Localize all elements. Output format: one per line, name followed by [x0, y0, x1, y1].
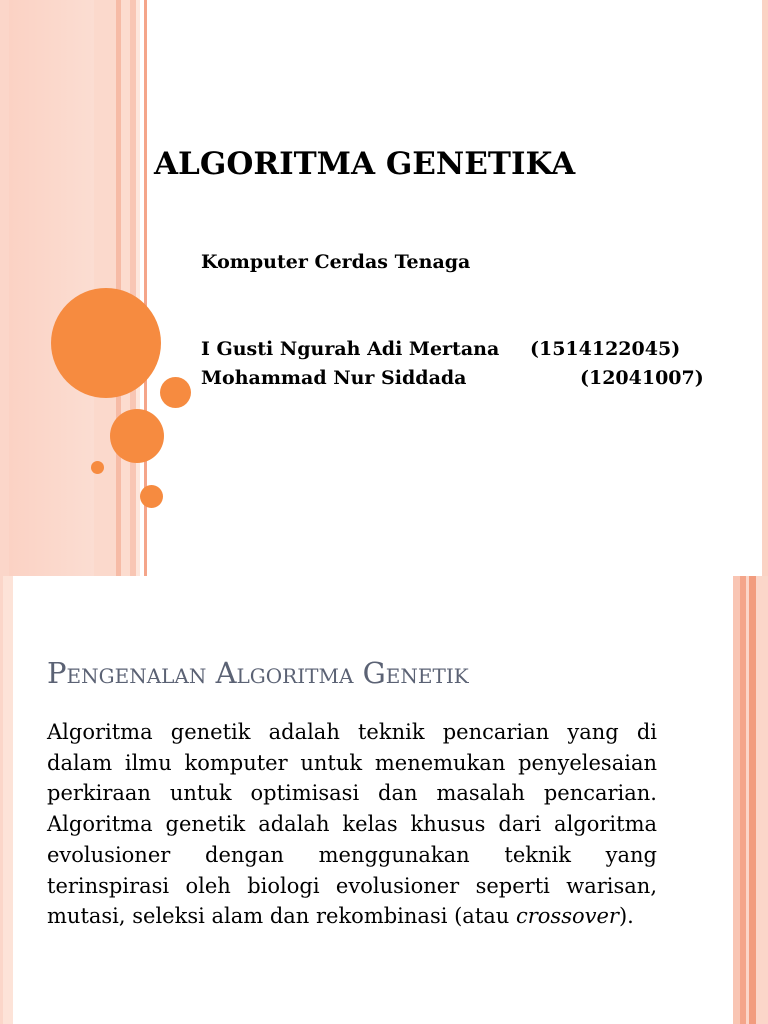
slide-subtitle: Komputer Cerdas Tenaga [201, 251, 471, 273]
decor-stripe [762, 0, 768, 576]
decor-circle [160, 377, 191, 408]
body-italic-term: crossover [515, 904, 619, 929]
decor-stripe [136, 0, 140, 576]
author-nim: (12041007) [580, 367, 704, 389]
author-nim: (1514122045) [530, 338, 681, 360]
decor-stripe [9, 0, 94, 576]
decor-stripe [756, 576, 768, 1024]
decor-circle [51, 288, 161, 398]
body-paragraph [47, 717, 657, 932]
decor-circle [91, 461, 104, 474]
body-text: Algoritma genetik adalah teknik pencarian yang di dalam ilmu komputer untuk menemukan penyelesaian perkiraan untuk optimisasi dan masalah pencarian. Algoritma genetik adalah kelas khusus dari algoritma evolusioner dengan menggunakan teknik yang terinspirasi oleh biologi evolusioner seperti warisan, mutasi, seleksi alam dan rekombinasi (atau [47, 720, 657, 929]
slide-heading: Pengenalan Algoritma Genetik [47, 656, 469, 690]
decor-stripe [733, 576, 740, 1024]
decor-stripe [749, 576, 756, 1024]
decor-stripe [121, 0, 130, 576]
content-slide [0, 576, 768, 1024]
decor-circle [110, 409, 164, 463]
body-text-end: ). [618, 904, 634, 929]
decor-circle [140, 485, 163, 508]
slide-title: ALGORITMA GENETIKA [154, 146, 576, 182]
author-name: I Gusti Ngurah Adi Mertana [201, 338, 500, 360]
decor-stripe [0, 0, 9, 576]
decor-stripe [3, 576, 13, 1024]
author-name: Mohammad Nur Siddada [201, 367, 467, 389]
